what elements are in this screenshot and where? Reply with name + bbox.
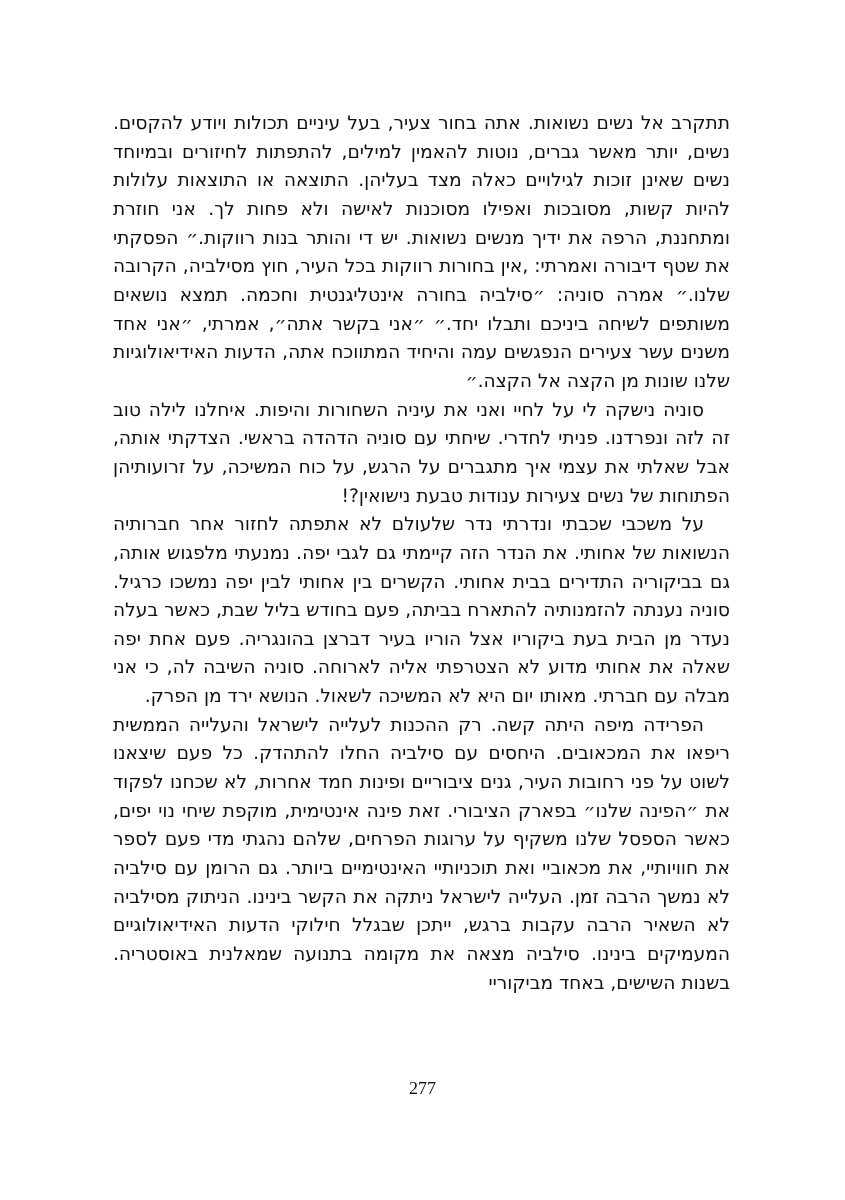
paragraph-1: תתקרב אל נשים נשואות. אתה בחור צעיר, בעל עיניים תכולות ויודע להקסים. נשים, יותר מאשר גברים, נוטות להאמין למילים, להתפתות לחיזורים ובמיוחד נשים שאינן זוכות לגילויים כאלה מצד בעליהן. התוצאה או התוצאות עלולות להיות קשות, מסובכות ואפילו מסוכנות לאישה ולא פחות לך. אני חוזרת ומתחננת, הרפה את ידיך מנשים נשואות. יש די והותר בנות רווקות.״ הפסקתי את שטף דיבורה ואמרתי: ,אין בחורות רווקות בכל העיר, חוץ מסילביה, הקרובה שלנו.״ אמרה סוניה: ״סילביה בחורה אינטליגנטית וחכמה. תמצא נושאים משותפים לשיחה ביניכם ותבלו יחד.״ ״אני בקשר אתה״, אמרתי, ״אני אחד משנים עשר צעירים הנפגשים עמה והיחיד המתווכח אתה, הדעות האידיאולוגיות שלנו שונות מן הקצה אל הקצה.״ bbox=[113, 113, 730, 392]
body-text bbox=[113, 110, 730, 998]
page-number: 277 bbox=[409, 1078, 436, 1098]
paragraph-2: סוניה נישקה לי על לחיי ואני את עיניה השחורות והיפות. איחלנו לילה טוב זה לזה ונפרדנו. פניתי לחדרי. שיחתי עם סוניה הדהדה בראשי. הצדקתי אותה, אבל שאלתי את עצמי איך מתגברים על הרגש, על כוח המשיכה, על זרועותיהן הפתוחות של נשים צעירות ענודות טבעת נישואין?! bbox=[113, 399, 730, 507]
paragraph-4: הפרידה מיפה היתה קשה. רק ההכנות לעלייה לישראל והעלייה הממשית ריפאו את המכאובים. היחסים עם סילביה החלו להתהדק. כל פעם שיצאנו לשוט על פני רחובות העיר, גנים ציבוריים ופינות חמד אחרות, לא שכחנו לפקוד את ״הפינה שלנו״ בפארק הציבורי. זאת פינה אינטימית, מוקפת שיחי נוי יפים, כאשר הספסל שלנו משקיף על ערוגות הפרחים, שלהם נהגתי מדי פעם לספר את חוויותיי, את מכאוביי ואת תוכניותיי האינטימיים ביותר. גם הרומן עם סילביה לא נמשך הרבה זמן. העלייה לישראל ניתקה את הקשר בינינו. הניתוק מסילביה לא השאיר הרבה עקבות ברגש, ייתכן שבגלל חילוקי הדעות האידיאולוגיים המעמיקים בינינו. סילביה מצאה את מקומה בתנועה שמאלנית באוסטריה. בשנות השישים, באחד מביקוריי bbox=[113, 714, 730, 994]
paragraph-3: על משכבי שכבתי ונדרתי נדר שלעולם לא אתפתה לחזור אחר חברותיה הנשואות של אחותי. את הנדר הזה קיימתי גם לגבי יפה. נמנעתי מלפגוש אותה, גם בביקוריה התדירים בבית אחותי. הקשרים בין אחותי לבין יפה נמשכו כרגיל. סוניה נענתה להזמנותיה להתארח בביתה, פעם בחודש בליל שבת, כאשר בעלה נעדר מן הבית בעת ביקוריו אצל הוריו בעיר דברצן בהונגריה. פעם אחת יפה שאלה את אחותי מדוע לא הצטרפתי אליה לארוחה. סוניה השיבה לה, כי אני מבלה עם חברתי. מאותו יום היא לא המשיכה לשאול. הנושא ירד מן הפרק. bbox=[113, 514, 730, 708]
